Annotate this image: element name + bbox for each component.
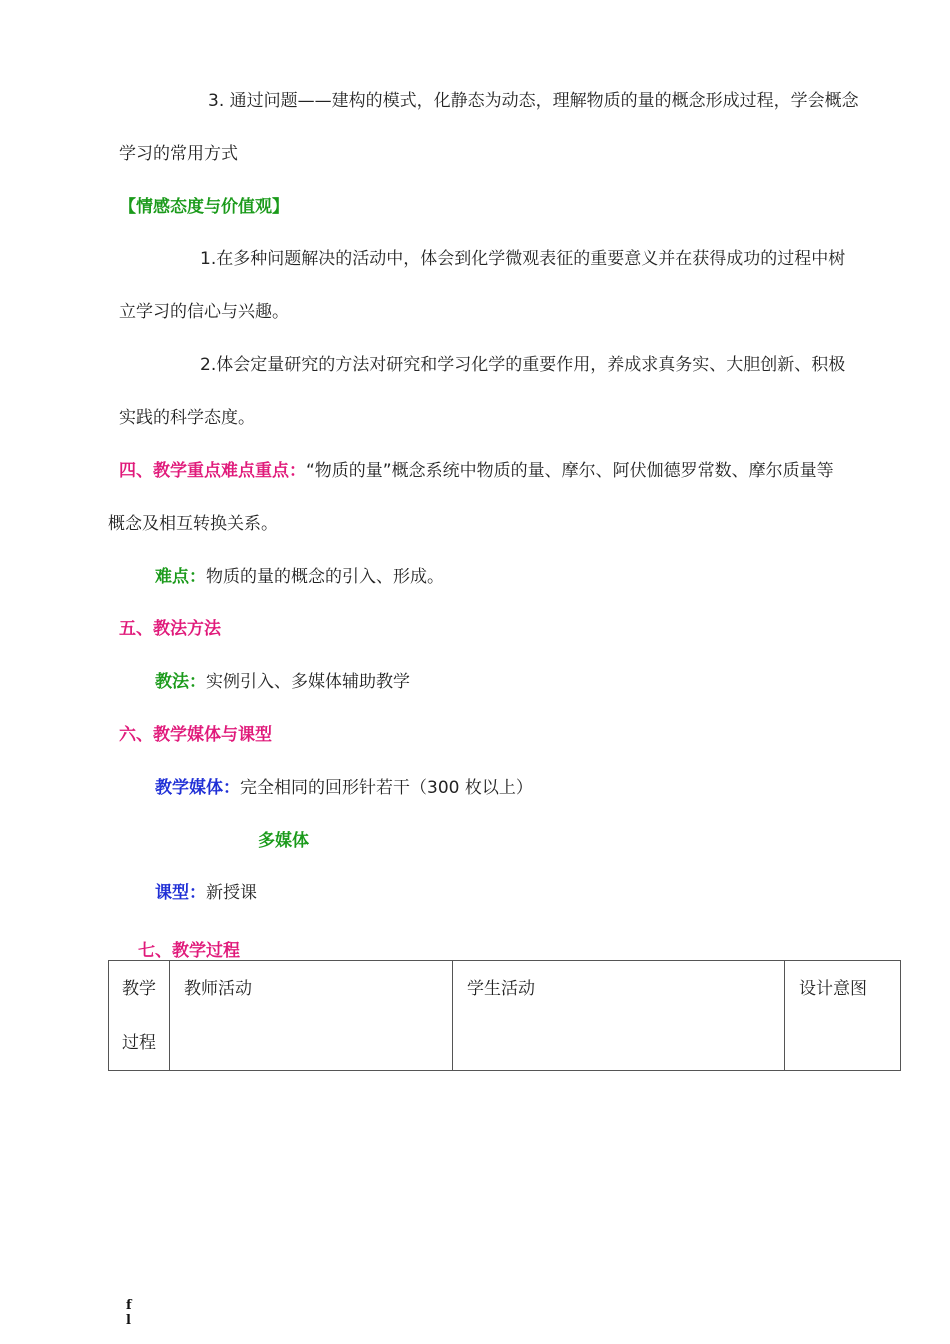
objective-3-line2: 学习的常用方式 (119, 144, 238, 164)
emotion-2-line2: 实践的科学态度。 (119, 408, 255, 428)
lesson-type-line (155, 882, 257, 904)
table-cell-teacher (170, 961, 453, 1071)
media-label: 教学媒体： (155, 778, 240, 798)
media-line (155, 777, 533, 799)
section-4-line (119, 460, 834, 482)
section-5-heading: 五、教法方法 (119, 619, 221, 639)
table-row (109, 961, 901, 1071)
section-4-heading: 四、教学重点难点 (119, 461, 255, 481)
teaching-process-table (108, 960, 901, 1071)
process-label-line1: 教学 (122, 979, 156, 999)
design-intent-header: 设计意图 (799, 979, 867, 999)
objective-3-line1: 3. 通过问题——建构的模式，化静态为动态，理解物质的量的概念形成过程，学会概念 (208, 91, 859, 111)
section-6-heading: 六、教学媒体与课型 (119, 725, 272, 745)
footer-char-1: f (126, 1298, 132, 1313)
emotion-1-line2: 立学习的信心与兴趣。 (119, 302, 289, 322)
difficulty-text: 物质的量的概念的引入、形成。 (206, 567, 444, 587)
table-cell-design (785, 961, 901, 1071)
process-label-line2: 过程 (122, 1033, 156, 1053)
table-cell-student (453, 961, 785, 1071)
emotion-2-line1: 2.体会定量研究的方法对研究和学习化学的重要作用，养成求真务实、大胆创新、积极 (200, 355, 846, 375)
key-point-label: 重点： (255, 461, 306, 481)
method-line (155, 671, 410, 693)
teacher-activity-header: 教师活动 (184, 979, 252, 999)
section-7-heading: 七、教学过程 (138, 941, 240, 961)
key-point-text-line2: 概念及相互转换关系。 (108, 514, 278, 534)
media-text: 完全相同的回形针若干（300 枚以上） (240, 778, 533, 798)
table-cell-process (109, 961, 170, 1071)
key-point-text: “物质的量”概念系统中物质的量、摩尔、阿伏伽德罗常数、摩尔质量等 (306, 461, 834, 481)
student-activity-header: 学生活动 (467, 979, 535, 999)
footer-char-2: l (126, 1313, 131, 1328)
lesson-type-label: 课型： (155, 883, 206, 903)
difficulty-line (155, 566, 444, 588)
emotion-1-line1: 1.在多种问题解决的活动中，体会到化学微观表征的重要意义并在获得成功的过程中树 (200, 249, 846, 269)
difficulty-label: 难点： (155, 567, 206, 587)
lesson-type-text: 新授课 (206, 883, 257, 903)
method-label: 教法： (155, 672, 206, 692)
media-text-line2: 多媒体 (258, 831, 309, 851)
emotion-heading: 【情感态度与价值观】 (119, 197, 289, 217)
method-text: 实例引入、多媒体辅助教学 (206, 672, 410, 692)
